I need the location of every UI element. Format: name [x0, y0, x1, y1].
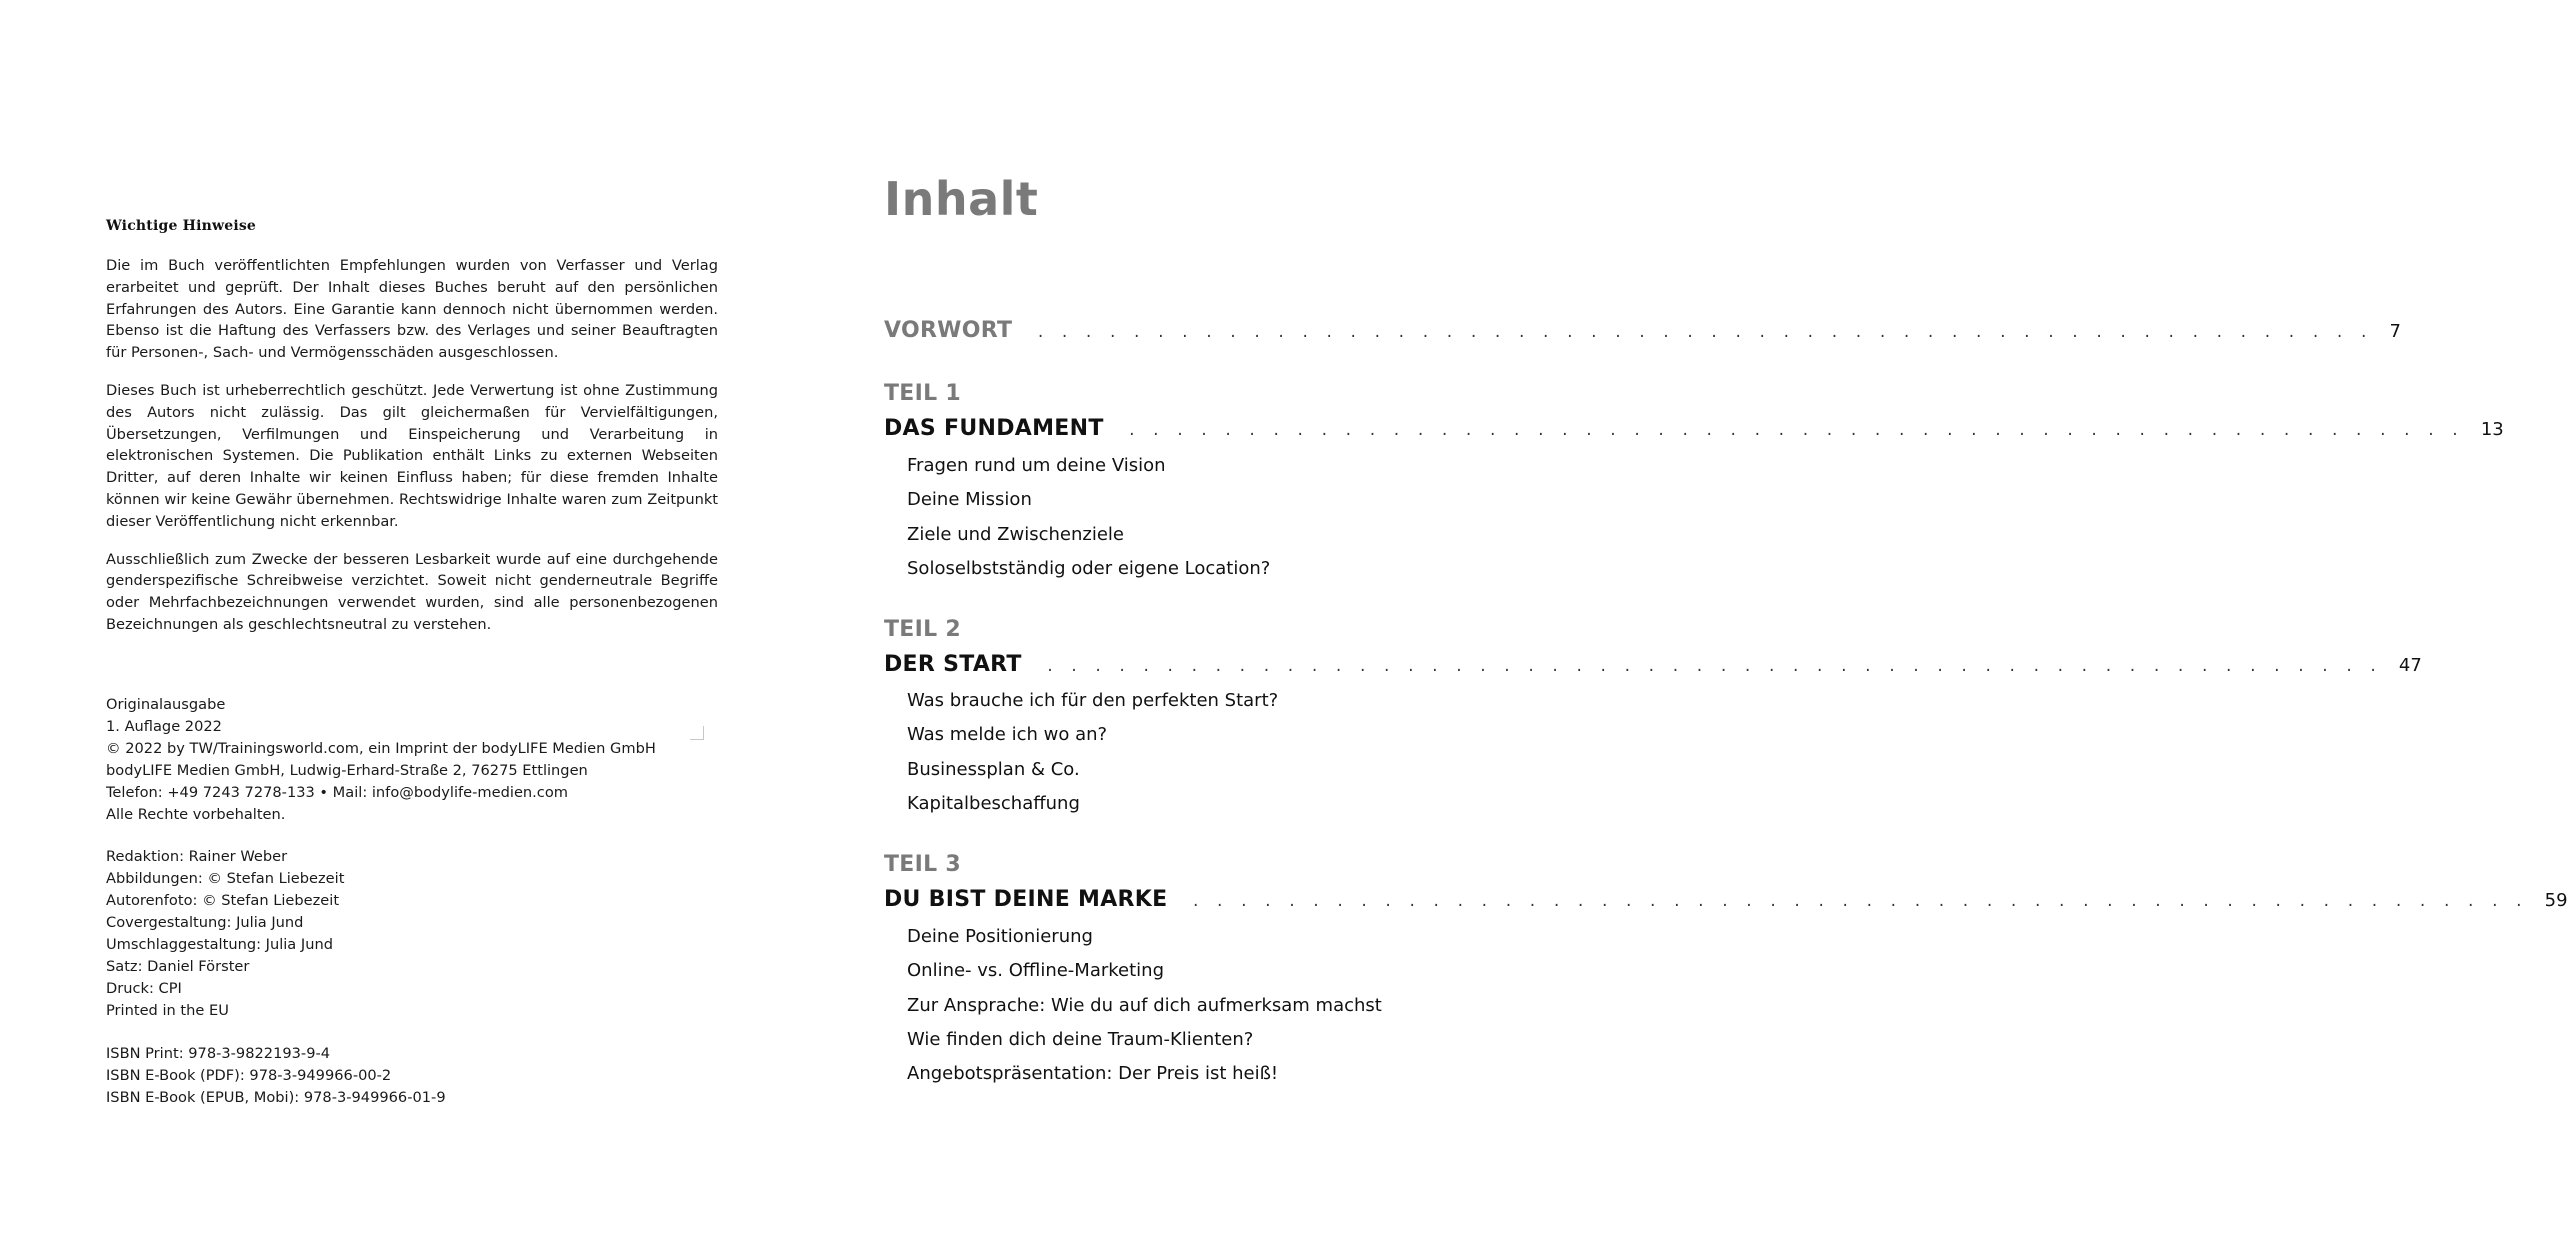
leader-dots: . . . . . . . . . . . . . . . . . . . . . . . . . . . . . . . . . . . . . . . . . . . . . . . . . . . . . . . . — [1127, 423, 2463, 439]
credits-block — [106, 846, 726, 1021]
isbn-line: ISBN Print: 978-3-9822193-9-4 — [106, 1044, 331, 1062]
toc-page-number: 59 — [2544, 890, 2568, 911]
notes-paragraph: Die im Buch veröffentlichten Empfehlungen wurden von Verfasser und Verlag erarbeitet und geprüft. Der Inhalt dieses Buches beruht auf den persönlichen Erfahrungen des Autors. Eine Garantie kann dennoch nicht übernommen werden. Ebenso ist die Haftung des Verfassers bzw. des Verlages und seiner Beauftragten für Personen-, Sach- und Vermögensschäden ausgeschlossen. — [106, 257, 718, 362]
toc-subitem[interactable]: Ziele und Zwischenziele — [907, 523, 1124, 545]
isbn-line: ISBN E-Book (EPUB, Mobi): 978-3-949966-01-9 — [106, 1088, 446, 1106]
toc-subitem[interactable]: Angebotspräsentation: Der Preis ist heiß! — [907, 1063, 1279, 1085]
imprint-line: Originalausgabe — [106, 696, 226, 713]
toc-entry-chapter[interactable] — [884, 652, 2422, 677]
publisher-block — [106, 694, 726, 825]
toc-subitem[interactable]: Was brauche ich für den perfekten Start? — [907, 690, 1279, 711]
toc-subitem[interactable]: Fragen rund um deine Vision — [907, 455, 1166, 476]
toc-subitem[interactable]: Wie finden dich deine Traum-Klienten? — [907, 1028, 1254, 1050]
isbn-block — [106, 1043, 726, 1109]
toc-subitem[interactable]: Deine Positionierung — [907, 926, 1093, 947]
imprint — [106, 694, 726, 1129]
toc-page-number: 7 — [2389, 321, 2401, 342]
notes-body — [106, 255, 718, 652]
isbn-line: ISBN E-Book (PDF): 978-3-949966-00-2 — [106, 1066, 392, 1084]
toc-subitems — [907, 684, 1278, 821]
credit-line: Druck: CPI — [106, 979, 182, 997]
toc-chapter-label: DAS FUNDAMENT — [884, 416, 1104, 441]
leader-dots: . . . . . . . . . . . . . . . . . . . . . . . . . . . . . . . . . . . . . . . . . . . . . . . . . . . . . . . . — [1045, 659, 2381, 675]
toc-subitem[interactable]: Soloselbstständig oder eigene Location? — [907, 557, 1271, 579]
leader-dots: . . . . . . . . . . . . . . . . . . . . . . . . . . . . . . . . . . . . . . . . . . . . . . . . . . . . . . . . — [1036, 325, 2372, 341]
leader-dots: . . . . . . . . . . . . . . . . . . . . . . . . . . . . . . . . . . . . . . . . . . . . . . . . . . . . . . . . — [1191, 894, 2527, 910]
imprint-line: Alle Rechte vorbehalten. — [106, 805, 286, 823]
toc-chapter-label: DU BIST DEINE MARKE — [884, 887, 1168, 912]
part-label: TEIL 1 — [884, 381, 962, 406]
credit-line: Abbildungen: © Stefan Liebezeit — [106, 870, 345, 888]
toc-subitem[interactable]: Was melde ich wo an? — [907, 724, 1108, 746]
imprint-line: 1. Auflage 2022 — [106, 717, 222, 735]
part-label: TEIL 2 — [884, 617, 962, 642]
part-label: TEIL 3 — [884, 852, 962, 877]
toc-entry-chapter[interactable] — [884, 887, 2568, 912]
credit-line: Covergestaltung: Julia Jund — [106, 914, 304, 932]
toc-subitem[interactable]: Businessplan & Co. — [907, 758, 1080, 780]
credit-line: Satz: Daniel Förster — [106, 957, 250, 975]
credit-line: Printed in the EU — [106, 1001, 229, 1019]
imprint-line: Telefon: +49 7243 7278-133 • Mail: info@bodylife-medien.com — [106, 783, 568, 801]
credit-line: Redaktion: Rainer Weber — [106, 848, 288, 866]
imprint-line: © 2022 by TW/Trainingsworld.com, ein Imprint der bodyLIFE Medien GmbH — [106, 739, 656, 757]
toc-subitems — [907, 449, 1270, 586]
toc-chapter-label: DER START — [884, 652, 1022, 677]
notes-heading: Wichtige Hinweise — [106, 218, 257, 234]
toc-entry-label: VORWORT — [884, 318, 1013, 343]
toc-page-number: 47 — [2398, 655, 2422, 676]
toc-subitem[interactable]: Kapitalbeschaffung — [907, 792, 1080, 814]
toc-page-number: 13 — [2480, 419, 2504, 440]
notes-paragraph: Dieses Buch ist urheberrechtlich geschützt. Jede Verwertung ist ohne Zustimmung des Autors nicht zulässig. Das gilt gleichermaßen für Vervielfältigungen, Übersetzungen, Verfilmungen und Einspeicherung und Verarbeitung in elektronischen Systemen. Die Publikation enthält Links zu externen Webseiten Dritter, auf deren Inhalte wir keinen Einfluss haben; für diese fremden Inhalte können wir keine Gewähr übernehmen. Rechtswidrige Inhalte waren zum Zeitpunkt dieser Veröffentlichung nicht erkennbar. — [106, 381, 718, 530]
notes-paragraph: Ausschließlich zum Zwecke der besseren Lesbarkeit wurde auf eine durchgehende genderspezifische Schreibweise verzichtet. Soweit nicht genderneutrale Begriffe oder Mehrfachbezeichnungen verwendet wurden, sind alle personenbezogenen Bezeichnungen als geschlechtsneutral zu verstehen. — [106, 550, 718, 633]
toc-subitems — [907, 920, 1382, 1091]
imprint-line: bodyLIFE Medien GmbH, Ludwig-Erhard-Straße 2, 76275 Ettlingen — [106, 761, 588, 779]
toc-entry-foreword[interactable] — [884, 318, 2401, 343]
right-page-table-of-contents — [797, 0, 2568, 1240]
left-page — [0, 0, 797, 1240]
credit-line: Autorenfoto: © Stefan Liebezeit — [106, 892, 340, 910]
toc-subitem[interactable]: Deine Mission — [907, 489, 1032, 511]
toc-subitem[interactable]: Online- vs. Offline-Marketing — [907, 960, 1165, 982]
credit-line: Umschlaggestaltung: Julia Jund — [106, 936, 333, 954]
toc-entry-chapter[interactable] — [884, 416, 2504, 441]
toc-subitem[interactable]: Zur Ansprache: Wie du auf dich aufmerksam machst — [907, 994, 1382, 1016]
toc-title: Inhalt — [884, 172, 1039, 226]
